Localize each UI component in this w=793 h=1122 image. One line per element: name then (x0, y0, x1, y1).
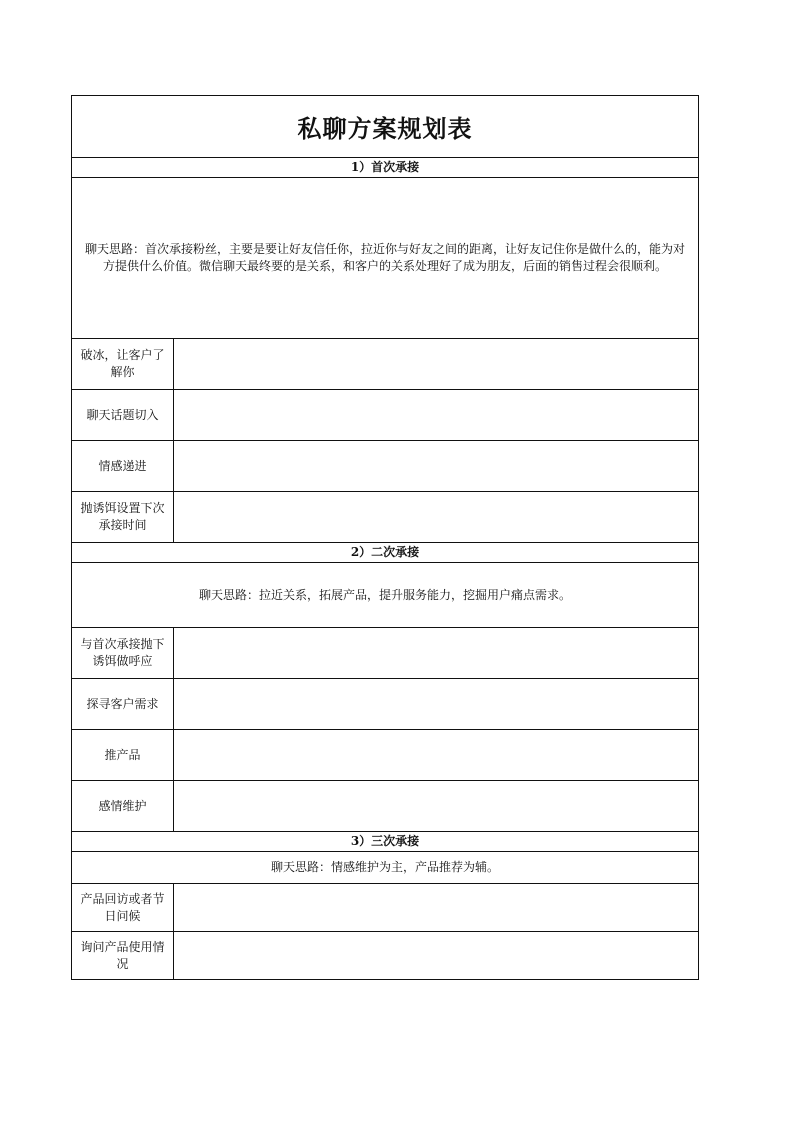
section-heading-3: 3）三次承接 (72, 832, 699, 852)
section-heading-row (72, 158, 699, 178)
section-thinking-3: 聊天思路：情感维护为主，产品推荐为辅。 (72, 852, 699, 884)
table-row (72, 679, 699, 730)
section-thinking-2: 聊天思路：拉近关系，拓展产品，提升服务能力，挖掘用户痛点需求。 (72, 563, 699, 628)
row-label: 推产品 (72, 730, 174, 781)
title-row (72, 96, 699, 158)
section-heading-row (72, 832, 699, 852)
section-heading-row (72, 543, 699, 563)
section-heading-2: 2）二次承接 (72, 543, 699, 563)
row-content-cell[interactable] (174, 679, 699, 730)
row-content-cell[interactable] (174, 492, 699, 543)
table-row (72, 781, 699, 832)
row-content-cell[interactable] (174, 781, 699, 832)
row-content-cell[interactable] (174, 730, 699, 781)
row-label: 探寻客户需求 (72, 679, 174, 730)
row-label: 抛诱饵设置下次承接时间 (72, 492, 174, 543)
row-label: 感情维护 (72, 781, 174, 832)
table-row (72, 441, 699, 492)
section-thinking-row (72, 563, 699, 628)
section-heading-1: 1）首次承接 (72, 158, 699, 178)
table-row (72, 932, 699, 980)
row-content-cell[interactable] (174, 628, 699, 679)
row-content-cell[interactable] (174, 441, 699, 492)
section-thinking-row (72, 852, 699, 884)
row-label: 产品回访或者节日问候 (72, 884, 174, 932)
table-row (72, 339, 699, 390)
row-content-cell[interactable] (174, 932, 699, 980)
table-row (72, 390, 699, 441)
row-content-cell[interactable] (174, 339, 699, 390)
row-label: 聊天话题切入 (72, 390, 174, 441)
table-row (72, 492, 699, 543)
table-row (72, 730, 699, 781)
page-title: 私聊方案规划表 (72, 96, 699, 158)
row-content-cell[interactable] (174, 390, 699, 441)
row-label: 询问产品使用情况 (72, 932, 174, 980)
section-thinking-row (72, 178, 699, 339)
table-row (72, 884, 699, 932)
plan-table (71, 95, 699, 980)
row-content-cell[interactable] (174, 884, 699, 932)
row-label: 与首次承接抛下诱饵做呼应 (72, 628, 174, 679)
table-row (72, 628, 699, 679)
section-thinking-1: 聊天思路：首次承接粉丝，主要是要让好友信任你，拉近你与好友之间的距离，让好友记住你是做什么的，能为对方提供什么价值。微信聊天最终要的是关系，和客户的关系处理好了成为朋友，后面的销售过程会很顺利。 (72, 178, 699, 339)
row-label: 破冰，让客户了解你 (72, 339, 174, 390)
row-label: 情感递进 (72, 441, 174, 492)
